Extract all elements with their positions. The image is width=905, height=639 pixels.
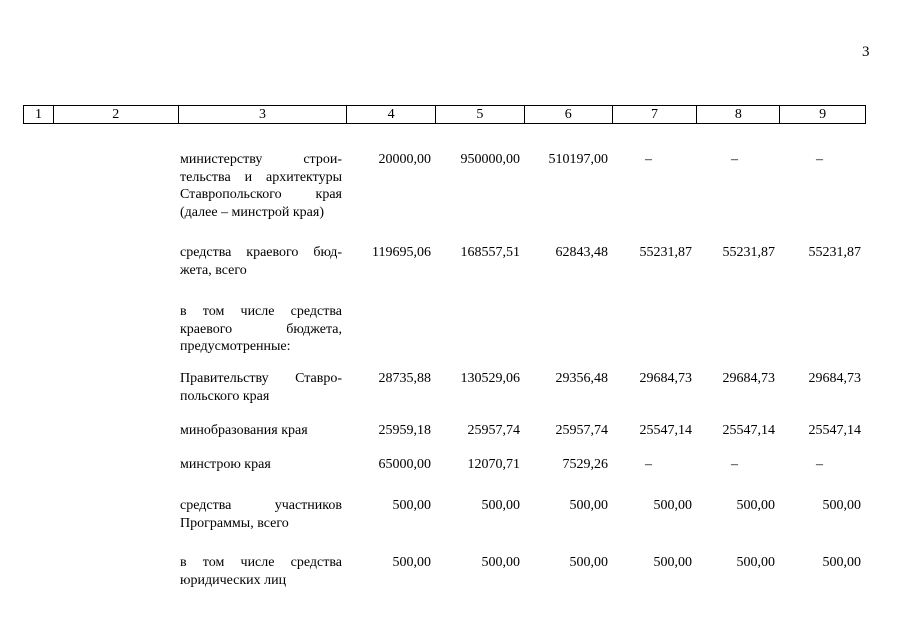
- cell-col-4: 65000,00: [378, 457, 431, 472]
- cell-col-4: 20000,00: [378, 152, 431, 167]
- header-col-1: 1: [24, 106, 54, 123]
- cell-col-9: 25547,14: [808, 423, 861, 438]
- cell-col-9: 29684,73: [808, 371, 861, 386]
- cell-col-4: 28735,88: [378, 371, 431, 386]
- cell-col-5: 130529,06: [460, 371, 520, 386]
- cell-col-8: 500,00: [736, 498, 775, 513]
- cell-col-5: 12070,71: [467, 457, 520, 472]
- page-number: 3: [862, 44, 870, 60]
- header-col-8: 8: [697, 106, 780, 123]
- cell-col-7: 500,00: [653, 555, 692, 570]
- row-description: минстрою края: [180, 457, 271, 472]
- header-col-7: 7: [613, 106, 698, 123]
- cell-col-5: 950000,00: [460, 152, 520, 167]
- row-description: министерству строи-тельства и архитектуры Ставропольского края (далее – минстрой края): [180, 152, 342, 220]
- cell-col-5: 500,00: [481, 555, 520, 570]
- cell-col-9: –: [816, 152, 823, 167]
- cell-col-9: –: [816, 457, 823, 472]
- cell-col-4: 25959,18: [378, 423, 431, 438]
- cell-col-5: 500,00: [481, 498, 520, 513]
- row-description: средства краевого бюд-жета, всего: [180, 245, 342, 278]
- header-col-2: 2: [54, 106, 179, 123]
- row-description: минобразования края: [180, 423, 308, 438]
- cell-col-4: 500,00: [392, 555, 431, 570]
- header-col-4: 4: [347, 106, 436, 123]
- cell-col-5: 168557,51: [460, 245, 520, 260]
- row-description: в том числе средства юридических лиц: [180, 555, 342, 588]
- cell-col-6: 25957,74: [555, 423, 608, 438]
- cell-col-7: 55231,87: [639, 245, 692, 260]
- header-col-5: 5: [436, 106, 525, 123]
- cell-col-8: –: [731, 457, 738, 472]
- cell-col-4: 119695,06: [372, 245, 431, 260]
- cell-col-4: 500,00: [392, 498, 431, 513]
- cell-col-8: 29684,73: [722, 371, 775, 386]
- cell-col-7: 25547,14: [639, 423, 692, 438]
- cell-col-9: 500,00: [822, 555, 861, 570]
- header-col-3: 3: [179, 106, 348, 123]
- row-description: в том числе средства краевого бюджета, предусмотренные:: [180, 304, 342, 354]
- cell-col-6: 500,00: [569, 555, 608, 570]
- cell-col-8: 500,00: [736, 555, 775, 570]
- cell-col-6: 62843,48: [555, 245, 608, 260]
- cell-col-7: –: [645, 152, 652, 167]
- cell-col-8: 55231,87: [722, 245, 775, 260]
- cell-col-6: 500,00: [569, 498, 608, 513]
- cell-col-6: 510197,00: [548, 152, 608, 167]
- cell-col-6: 29356,48: [555, 371, 608, 386]
- cell-col-7: –: [645, 457, 652, 472]
- row-description: Правительству Ставро-польского края: [180, 371, 342, 404]
- header-col-6: 6: [525, 106, 613, 123]
- cell-col-7: 29684,73: [639, 371, 692, 386]
- cell-col-7: 500,00: [653, 498, 692, 513]
- cell-col-6: 7529,26: [562, 457, 608, 472]
- cell-col-9: 55231,87: [808, 245, 861, 260]
- row-description: средства участников Программы, всего: [180, 498, 342, 531]
- cell-col-5: 25957,74: [467, 423, 520, 438]
- cell-col-8: 25547,14: [722, 423, 775, 438]
- header-col-9: 9: [819, 107, 827, 122]
- cell-col-9: 500,00: [822, 498, 861, 513]
- cell-col-8: –: [731, 152, 738, 167]
- table-header: [23, 105, 866, 124]
